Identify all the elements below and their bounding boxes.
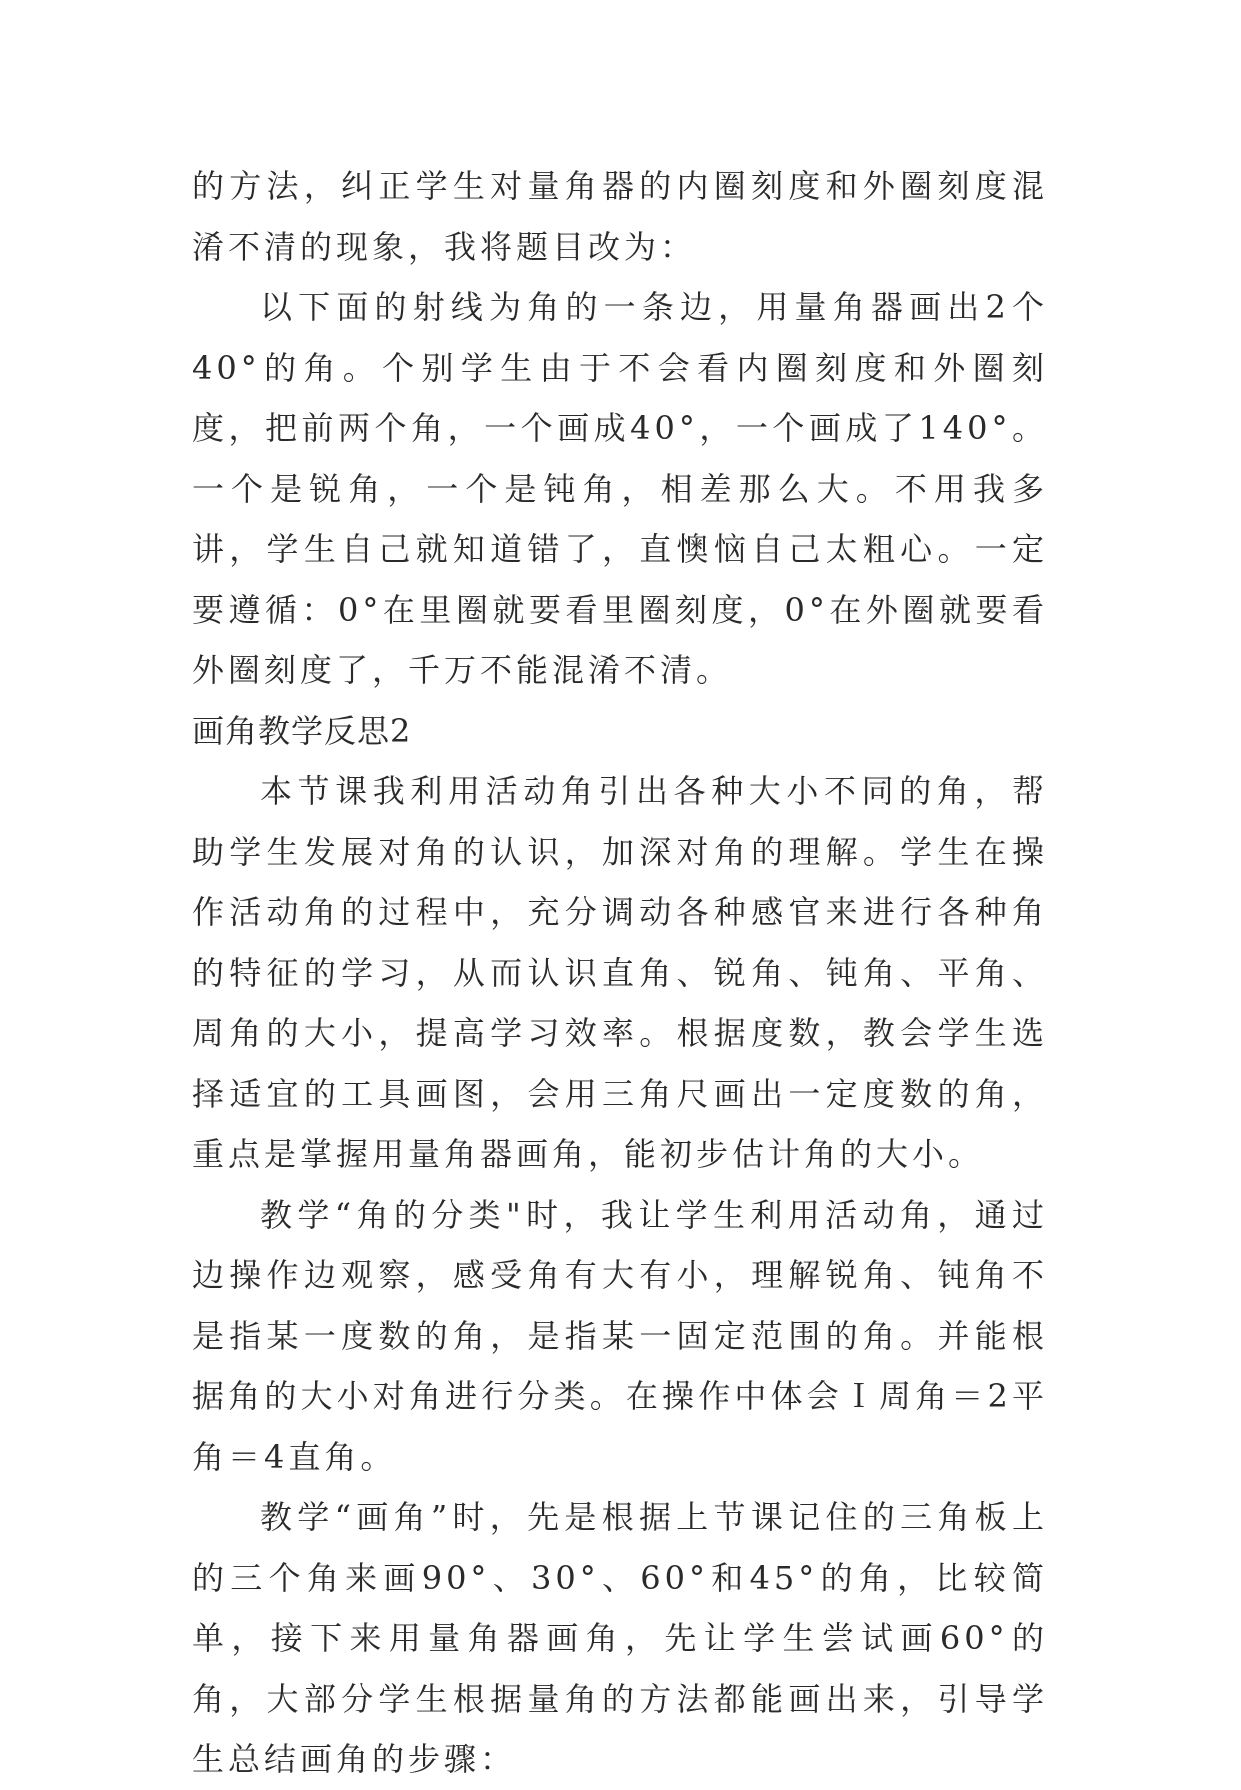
section-title: 画角教学反思2 xyxy=(192,711,412,750)
intro-paragraph: 的方法，纠正学生对量角器的内圈刻度和外圈刻度混淆不清的现象，我将题目改为： xyxy=(192,167,1048,266)
document-page xyxy=(192,156,1048,1790)
body-paragraph-1: 本节课我利用活动角引出各种大小不同的角，帮助学生发展对角的认识，加深对角的理解。学生在操作活动角的过程中，充分调动各种感官来进行各种角的特征的学习，从而认识直角、锐角、钝角、平角、周角的大小，提高学习效率。根据度数，教会学生选择适宜的工具画图，会用三角尺画出一定度数的角，重点是掌握用量角器画角，能初步估计角的大小。 xyxy=(192,772,1048,1173)
example-paragraph: 以下面的射线为角的一条边，用量角器画出2个40°的角。个别学生由于不会看内圈刻度和外圈刻度，把前两个角，一个画成40°，一个画成了140°。一个是锐角，一个是钝角，相差那么大。不用我多讲，学生自己就知道错了，直懊恼自己太粗心。一定要遵循：0°在里圈就要看里圈刻度，0°在外圈就要看外圈刻度了，千万不能混淆不清。 xyxy=(192,288,1048,689)
body-paragraph-3: 教学“画角”时，先是根据上节课记住的三角板上的三个角来画90°、30°、60°和45°的角，比较简单，接下来用量角器画角，先让学生尝试画60°的角，大部分学生根据量角的方法都能画出来，引导学生总结画角的步骤： xyxy=(192,1498,1048,1778)
body-paragraph-2: 教学“角的分类"时，我让学生利用活动角，通过边操作边观察，感受角有大有小，理解锐角、钝角不是指某一度数的角，是指某一固定范围的角。并能根据角的大小对角进行分类。在操作中体会Ｉ周角＝2平角＝4直角。 xyxy=(192,1195,1048,1476)
